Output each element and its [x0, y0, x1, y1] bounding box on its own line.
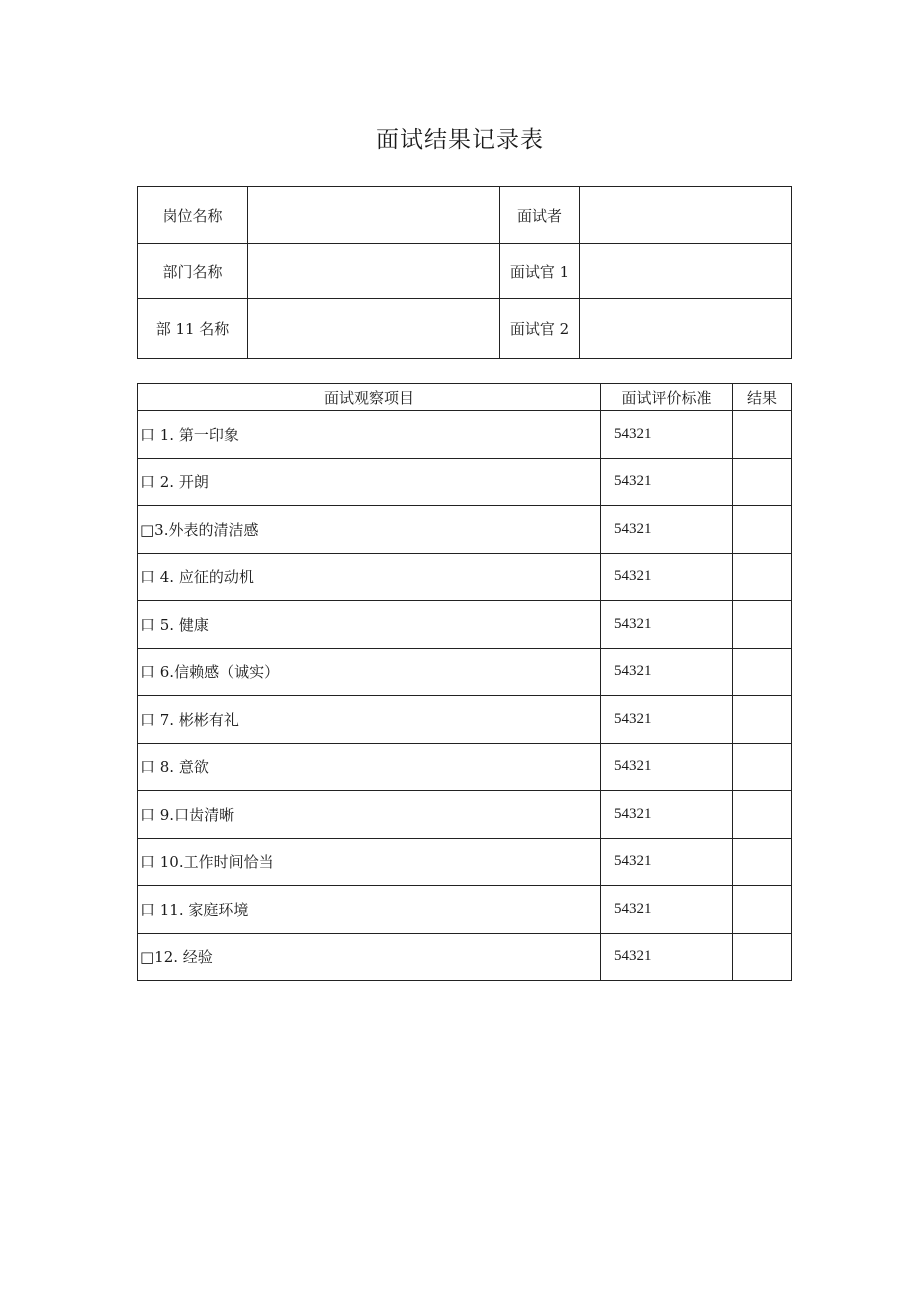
item-score: 54321 [601, 506, 733, 554]
item-label[interactable]: □3.外表的清洁感 [138, 506, 601, 554]
header-result: 结果 [733, 384, 792, 411]
department-name-2-field[interactable] [248, 299, 500, 359]
interviewer-1-field[interactable] [580, 244, 792, 299]
table-row [138, 553, 792, 601]
position-name-label: 岗位名称 [138, 187, 248, 244]
info-row-department [138, 244, 792, 299]
item-score: 54321 [601, 458, 733, 506]
table-row [138, 933, 792, 981]
item-label[interactable]: 口 7. 彬彬有礼 [138, 696, 601, 744]
table-row [138, 791, 792, 839]
item-score: 54321 [601, 791, 733, 839]
interviewee-field[interactable] [580, 187, 792, 244]
item-score: 54321 [601, 648, 733, 696]
item-result[interactable] [733, 648, 792, 696]
table-row [138, 411, 792, 459]
interviewer-2-label: 面试官 2 [500, 299, 580, 359]
header-evaluation-standard: 面试评价标准 [601, 384, 733, 411]
department-name-field[interactable] [248, 244, 500, 299]
item-result[interactable] [733, 743, 792, 791]
table-row [138, 601, 792, 649]
page-title: 面试结果记录表 [376, 127, 544, 153]
item-score: 54321 [601, 743, 733, 791]
info-row-department-2 [138, 299, 792, 359]
observation-header-row [138, 384, 792, 411]
item-label[interactable]: 口 10.工作时间恰当 [138, 838, 601, 886]
observation-table [137, 383, 792, 981]
item-result[interactable] [733, 838, 792, 886]
item-label[interactable]: 口 5. 健康 [138, 601, 601, 649]
item-score: 54321 [601, 553, 733, 601]
table-row [138, 743, 792, 791]
item-score: 54321 [601, 933, 733, 981]
table-row [138, 458, 792, 506]
item-score: 54321 [601, 886, 733, 934]
item-label[interactable]: 口 6.信赖感（诚实） [138, 648, 601, 696]
item-result[interactable] [733, 553, 792, 601]
table-row [138, 696, 792, 744]
item-label[interactable]: 口 9.口齿清晰 [138, 791, 601, 839]
item-score: 54321 [601, 601, 733, 649]
interviewer-1-label: 面试官 1 [500, 244, 580, 299]
item-label[interactable]: 口 8. 意欲 [138, 743, 601, 791]
item-score: 54321 [601, 696, 733, 744]
table-row [138, 838, 792, 886]
department-name-label: 部门名称 [138, 244, 248, 299]
item-label[interactable]: 口 4. 应征的动机 [138, 553, 601, 601]
item-score: 54321 [601, 838, 733, 886]
info-table [137, 186, 792, 359]
interviewer-2-field[interactable] [580, 299, 792, 359]
table-row [138, 886, 792, 934]
item-result[interactable] [733, 696, 792, 744]
item-result[interactable] [733, 458, 792, 506]
item-score: 54321 [601, 411, 733, 459]
item-result[interactable] [733, 601, 792, 649]
table-row [138, 506, 792, 554]
table-row [138, 648, 792, 696]
department-name-2-label: 部 11 名称 [138, 299, 248, 359]
item-label[interactable]: 口 2. 开朗 [138, 458, 601, 506]
item-label[interactable]: 口 11. 家庭环境 [138, 886, 601, 934]
item-result[interactable] [733, 506, 792, 554]
item-label[interactable]: □12. 经验 [138, 933, 601, 981]
item-result[interactable] [733, 411, 792, 459]
interviewee-label: 面试者 [500, 187, 580, 244]
header-observation-item: 面试观察项目 [138, 384, 601, 411]
position-name-field[interactable] [248, 187, 500, 244]
item-result[interactable] [733, 886, 792, 934]
item-result[interactable] [733, 933, 792, 981]
info-row-position [138, 187, 792, 244]
item-label[interactable]: 口 1. 第一印象 [138, 411, 601, 459]
item-result[interactable] [733, 791, 792, 839]
